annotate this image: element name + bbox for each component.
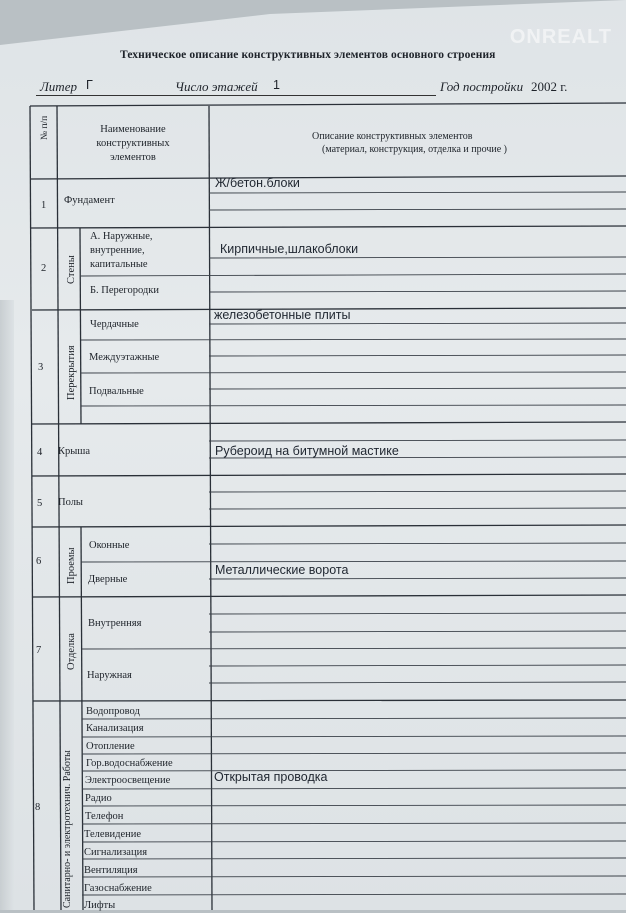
row3-number: 3 bbox=[38, 362, 44, 373]
row8-item-water: Водопровод bbox=[86, 706, 140, 717]
row8-item-elevators: Лифты bbox=[84, 900, 116, 911]
row8-item-heating: Отопление bbox=[86, 741, 135, 752]
row7-number: 7 bbox=[36, 645, 42, 656]
row8-number: 8 bbox=[35, 802, 41, 813]
row7-group: Отделка bbox=[66, 633, 77, 670]
col-desc-title: Описание конструктивных элементов bbox=[312, 131, 473, 142]
row3-a-label: Чердачные bbox=[90, 319, 139, 330]
row8-item-radio: Радио bbox=[85, 793, 112, 804]
row5-name: Полы bbox=[58, 497, 83, 508]
row8-item-tv: Телевидение bbox=[84, 829, 142, 840]
liter-value: Г bbox=[86, 78, 93, 92]
col-desc-subtitle: (материал, конструкция, отделка и прочие ) bbox=[322, 144, 507, 155]
col-number-header: № п/п bbox=[40, 115, 50, 140]
row8-item-phone: Телефон bbox=[85, 811, 124, 822]
row2-a-label: А. Наружные, внутренние, капитальные bbox=[90, 231, 153, 270]
row8-item-ventilation: Вентиляция bbox=[84, 865, 138, 876]
row6-number: 6 bbox=[36, 556, 42, 567]
row8-item-sewer: Канализация bbox=[86, 723, 144, 734]
row2-group: Стены bbox=[66, 255, 77, 284]
row4-number: 4 bbox=[37, 447, 43, 458]
row2-number: 2 bbox=[41, 263, 47, 274]
row8-entry: Открытая проводка bbox=[214, 770, 328, 784]
row6-b-label: Дверные bbox=[88, 574, 128, 585]
row7-a-label: Внутренняя bbox=[88, 618, 142, 629]
row4-name: Крыша bbox=[58, 446, 91, 457]
row1-entry: Ж/бетон.блоки bbox=[215, 176, 300, 190]
row1-name: Фундамент bbox=[64, 195, 115, 206]
row8-item-gas: Газоснабжение bbox=[84, 883, 152, 894]
row3-c-label: Подвальные bbox=[89, 386, 144, 397]
row8-group: Санитарно- и электротехнич. Работы bbox=[62, 750, 73, 908]
row8-item-hotwater: Гор.водоснабжение bbox=[86, 758, 173, 769]
row3-entry: железобетонные плиты bbox=[214, 308, 351, 322]
watermark-logo: ONREALT bbox=[509, 26, 612, 48]
year-value: 2002 г. bbox=[531, 79, 568, 94]
col-name-header: Наименование конструктивных элементов bbox=[96, 124, 170, 163]
row3-b-label: Междуэтажные bbox=[89, 352, 160, 363]
row6-a-label: Оконные bbox=[89, 540, 130, 551]
row2-b-label: Б. Перегородки bbox=[90, 285, 159, 296]
row8-item-alarm: Сигнализация bbox=[84, 847, 148, 858]
year-label: Год постройки bbox=[440, 79, 524, 94]
floors-label: Число этажей bbox=[175, 79, 258, 94]
row7-b-label: Наружная bbox=[87, 670, 132, 681]
liter-label: Литер bbox=[40, 79, 77, 94]
row1-number: 1 bbox=[41, 200, 47, 211]
row4-entry: Рубероид на битумной мастике bbox=[215, 444, 399, 458]
row3-group: Перекрытия bbox=[66, 345, 77, 400]
floors-value: 1 bbox=[273, 78, 280, 92]
row5-number: 5 bbox=[37, 498, 43, 509]
row2-entry: Кирпичные,шлакоблоки bbox=[220, 242, 359, 256]
row6-entry: Металлические ворота bbox=[215, 563, 349, 577]
form-title: Техническое описание конструктивных элементов основного строения bbox=[120, 49, 496, 61]
row8-item-lighting: Электроосвещение bbox=[85, 775, 171, 786]
row6-group: Проемы bbox=[66, 547, 77, 584]
